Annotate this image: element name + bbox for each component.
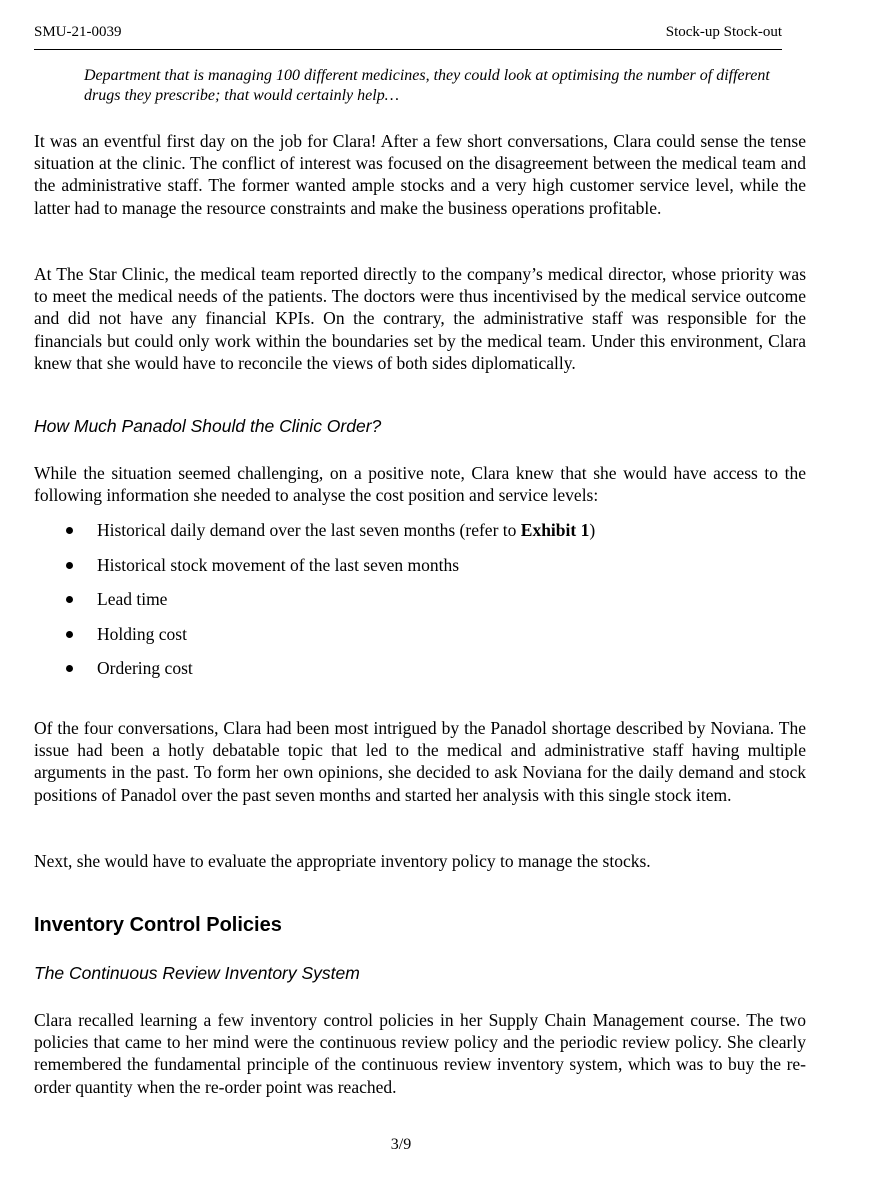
paragraph-first-day: It was an eventful first day on the job for Clara! After a few short conversations, Clara could sense the tense situation at the clinic. The conflict of interest was focused on the disagreement between the medical team and the administrative staff. The former wanted ample stocks and a very high customer service level, while the latter had to manage the resource constraints and make the business operations profitable. bbox=[34, 131, 806, 218]
bullet-icon bbox=[66, 527, 73, 534]
header-rule bbox=[34, 49, 782, 50]
list-item bbox=[34, 519, 734, 554]
bullet-icon bbox=[66, 665, 73, 672]
information-list bbox=[34, 519, 734, 692]
list-item-text: Historical stock movement of the last seven months bbox=[97, 554, 460, 575]
list-item bbox=[34, 657, 734, 692]
list-item-text: Historical daily demand over the last seven months (refer to bbox=[97, 520, 521, 540]
document-id: SMU-21-0039 bbox=[34, 24, 122, 40]
section-heading: Inventory Control Policies bbox=[34, 914, 282, 936]
bullet-icon bbox=[66, 562, 73, 569]
document-title: Stock-up Stock-out bbox=[665, 24, 782, 40]
list-item bbox=[34, 623, 734, 658]
list-item-text: Lead time bbox=[97, 589, 168, 610]
list-item bbox=[34, 554, 734, 589]
page-number: 3/9 bbox=[390, 1136, 412, 1153]
subheading-panadol: How Much Panadol Should the Clinic Order? bbox=[34, 416, 382, 436]
paragraph-inventory-policies: Clara recalled learning a few inventory control policies in her Supply Chain Management course. The two policies that came to her mind were the continuous review policy and the periodic review policy. She clearly remembered the fundamental principle of the continuous review inventory system, which was to buy the re-order quantity when the re-order point was reached. bbox=[34, 1010, 806, 1097]
bullet-icon bbox=[66, 596, 73, 603]
list-item bbox=[34, 588, 734, 623]
bullet-icon bbox=[66, 631, 73, 638]
paragraph-situation: While the situation seemed challenging, on a positive note, Clara knew that she would have access to the following information she needed to analyse the cost position and service levels: bbox=[34, 463, 806, 506]
exhibit-reference: Exhibit 1 bbox=[520, 520, 590, 540]
subheading-continuous-review: The Continuous Review Inventory System bbox=[34, 963, 360, 983]
paragraph-next-step: Next, she would have to evaluate the appropriate inventory policy to manage the stocks. bbox=[34, 851, 651, 871]
paragraph-panadol-shortage: Of the four conversations, Clara had been most intrigued by the Panadol shortage described by Noviana. The issue had been a hotly debatable topic that led to the medical and administrative staff having multiple arguments in the past. To form her own opinions, she decided to ask Noviana for the daily demand and stock positions of Panadol over the past seven months and started her analysis with this single stock item. bbox=[34, 718, 806, 805]
list-item-text: Holding cost bbox=[97, 623, 187, 644]
list-item-text: Ordering cost bbox=[97, 658, 193, 679]
list-item-text-end: ) bbox=[589, 520, 596, 540]
paragraph-star-clinic: At The Star Clinic, the medical team reported directly to the company’s medical director, whose priority was to meet the medical needs of the patients. The doctors were thus incentivised by the medical service outcome and did not have any financial KPIs. On the contrary, the administrative staff was responsible for the financials but could only work within the boundaries set by the medical team. Under this environment, Clara knew that she would have to reconcile the views of both sides diplomatically. bbox=[34, 264, 806, 373]
quote-block: Department that is managing 100 different medicines, they could look at optimising the number of different drugs they prescribe; that would certainly help… bbox=[84, 67, 770, 104]
